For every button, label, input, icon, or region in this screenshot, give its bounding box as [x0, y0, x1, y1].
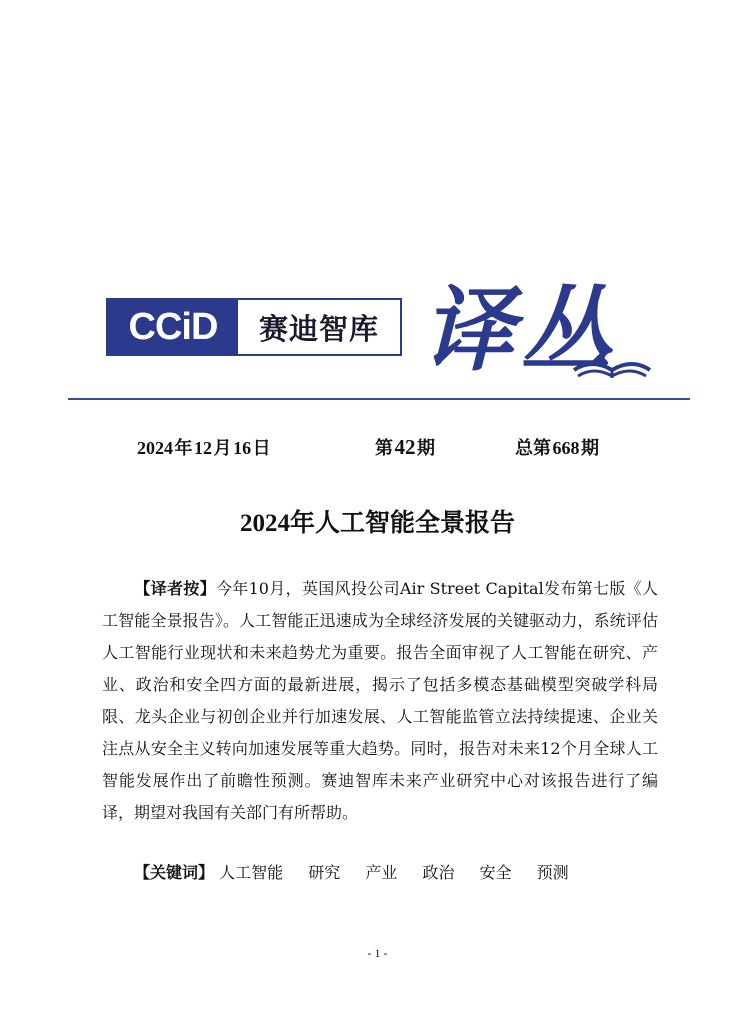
- series-title: 译丛: [422, 276, 619, 384]
- keyword: 政治: [422, 863, 455, 882]
- keyword: 产业: [365, 863, 398, 882]
- page-number: - 1 -: [367, 946, 388, 960]
- keyword: 人工智能: [219, 863, 284, 882]
- ccid-logo: [106, 298, 402, 356]
- logo-cn: 赛迪智库: [258, 311, 379, 346]
- report-title: 2024年人工智能全景报告: [239, 510, 515, 537]
- translator-note-text: 今年10月，英国风投公司Air Street Capital发布第七版《人工智能全景报告》。人工智能正迅速成为全球经济发展的关键驱动力，系统评估人工智能行业现状和未来趋势尤为重要。报告全面审视了人工智能在研究、产业、政治和安全四方面的最新进展，揭示了包括多模态基础模型突破学科局限、龙头企业与初创企业并行加速发展、人工智能监管立法持续提速、企业关注点从安全主义转向加速发展等重大趋势。同时，报告对未来12个月全球人工智能发展作出了前瞻性预测。赛迪智库未来产业研究中心对该报告进行了编译，期望对我国有关部门有所帮助。: [102, 579, 658, 822]
- masthead-divider: [68, 398, 690, 400]
- masthead: [102, 270, 702, 400]
- logo-en: CCiD: [108, 300, 238, 354]
- translator-note-label: 【译者按】: [134, 579, 216, 598]
- keyword: 研究: [308, 863, 341, 882]
- issue-number: 第 42 期: [375, 435, 436, 459]
- translator-note: [102, 573, 658, 829]
- issue-line: [137, 434, 637, 464]
- issue-total: 总第 668 期: [515, 438, 600, 458]
- keyword: 安全: [479, 863, 512, 882]
- issue-date: 2024 年 12 月 16 日: [137, 438, 271, 458]
- keyword: 预测: [536, 863, 569, 882]
- keywords: [134, 857, 674, 889]
- open-book-icon: [572, 340, 652, 380]
- keywords-label: 【关键词】: [134, 863, 215, 882]
